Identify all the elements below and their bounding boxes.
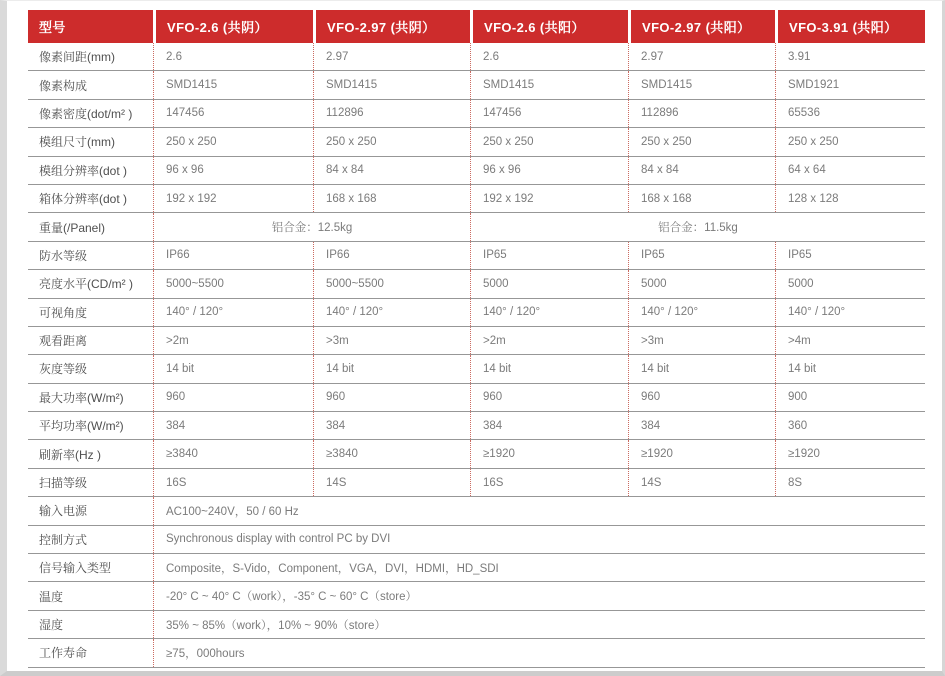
table-row <box>28 582 925 610</box>
spec-value-cell: 8S <box>775 469 925 496</box>
spec-value-cell: 112896 <box>628 100 775 127</box>
spec-value-cell: 192 x 192 <box>153 185 313 212</box>
row-label: 像素间距(mm) <box>39 50 115 65</box>
row-label: 扫描等级 <box>39 476 88 491</box>
table-row <box>28 185 925 213</box>
row-label: 可视角度 <box>39 305 88 320</box>
spec-value-cell: 96 x 96 <box>153 157 313 184</box>
spec-value-cell: >4m <box>775 327 925 354</box>
spec-value-cell: IP65 <box>775 242 925 269</box>
spec-value-cell: 250 x 250 <box>313 128 470 155</box>
spec-value-cell: 14 bit <box>313 355 470 382</box>
spec-value-cell: 96 x 96 <box>470 157 628 184</box>
row-label: 信号输入类型 <box>39 561 112 576</box>
row-label: 重量(/Panel) <box>39 220 106 235</box>
spec-value-cell: SMD1415 <box>313 71 470 98</box>
spec-value-cell: SMD1415 <box>153 71 313 98</box>
row-label: 防水等级 <box>39 248 88 263</box>
row-label: 模组分辨率(dot ) <box>39 163 128 178</box>
spec-value-cell: 5000 <box>775 270 925 297</box>
table-row <box>28 469 925 497</box>
row-label: 灰度等级 <box>39 362 88 377</box>
row-label: 像素密度(dot/m² ) <box>39 106 133 121</box>
spec-value-cell: 900 <box>775 384 925 411</box>
spec-value-cell: 250 x 250 <box>628 128 775 155</box>
table-row <box>28 327 925 355</box>
table-row <box>28 213 925 241</box>
table-row <box>28 639 925 667</box>
spec-value-cell: IP66 <box>313 242 470 269</box>
spec-value-cell: SMD1415 <box>628 71 775 98</box>
spec-value-cell: ≥1920 <box>775 440 925 467</box>
spec-value-cell: SMD1415 <box>470 71 628 98</box>
table-row <box>28 242 925 270</box>
spec-value-cell: ≥75，000hours <box>153 639 925 666</box>
spec-value-cell: >3m <box>313 327 470 354</box>
table-row <box>28 299 925 327</box>
spec-value-cell: 5000 <box>470 270 628 297</box>
row-label: 亮度水平(CD/m² ) <box>39 277 133 292</box>
row-label: 刷新率(Hz ) <box>39 447 101 462</box>
table-row <box>28 384 925 412</box>
table-row <box>28 100 925 128</box>
row-label: 观看距离 <box>39 334 88 349</box>
spec-value-cell: ≥1920 <box>628 440 775 467</box>
table-row <box>28 71 925 99</box>
column-header-vfo-2-6-cathode: VFO-2.6 (共阴） <box>153 10 313 43</box>
spec-value-cell: 2.6 <box>153 43 313 70</box>
spec-value-cell: 2.97 <box>313 43 470 70</box>
table-header-row <box>28 10 925 43</box>
table-row <box>28 157 925 185</box>
row-label: 平均功率(W/m²) <box>39 419 124 434</box>
spec-value-cell: 168 x 168 <box>313 185 470 212</box>
spec-value-cell: 14 bit <box>470 355 628 382</box>
table-row <box>28 526 925 554</box>
spec-value-cell: 960 <box>153 384 313 411</box>
table-row <box>28 611 925 639</box>
column-header-vfo-3-91-anode: VFO-3.91 (共阳） <box>775 10 925 43</box>
spec-value-cell: Composite，S-Vido，Component，VGA，DVI，HDMI，HD_SDI <box>153 554 925 581</box>
spec-value-cell: IP65 <box>628 242 775 269</box>
spec-value-cell: 168 x 168 <box>628 185 775 212</box>
spec-value-cell: 14S <box>628 469 775 496</box>
spec-value-cell: 384 <box>153 412 313 439</box>
spec-value-cell: 5000~5500 <box>153 270 313 297</box>
spec-value-cell: 65536 <box>775 100 925 127</box>
spec-value-cell: 5000 <box>628 270 775 297</box>
spec-value-cell: 2.6 <box>470 43 628 70</box>
spec-value-cell: ≥1920 <box>470 440 628 467</box>
row-label: 模组尺寸(mm) <box>39 135 115 150</box>
row-label: 工作寿命 <box>39 646 88 661</box>
spec-value-cell: 140° / 120° <box>775 299 925 326</box>
table-row <box>28 412 925 440</box>
spec-value-cell: 960 <box>313 384 470 411</box>
spec-value-cell: 140° / 120° <box>628 299 775 326</box>
column-header-vfo-2-6-anode: VFO-2.6 (共阳） <box>470 10 628 43</box>
row-label: 湿度 <box>39 618 64 632</box>
spec-value-cell: -20° C ~ 40° C（work），-35° C ~ 60° C（store） <box>153 582 925 609</box>
column-header-model: 型号 <box>28 10 153 43</box>
spec-value-cell: 16S <box>470 469 628 496</box>
spec-value-cell: >2m <box>153 327 313 354</box>
spec-value-cell: >2m <box>470 327 628 354</box>
spec-value-cell: >3m <box>628 327 775 354</box>
spec-value-cell: 140° / 120° <box>470 299 628 326</box>
spec-value-cell: 140° / 120° <box>153 299 313 326</box>
table-row <box>28 270 925 298</box>
spec-value-cell: 147456 <box>153 100 313 127</box>
row-label: 温度 <box>39 589 64 604</box>
row-label: 输入电源 <box>39 504 88 519</box>
spec-value-cell: Synchronous display with control PC by DVI <box>153 526 925 553</box>
row-label: 最大功率(W/m²) <box>39 390 124 405</box>
table-row <box>28 554 925 582</box>
column-header-vfo-2-97-anode: VFO-2.97 (共阳） <box>628 10 775 43</box>
spec-value-cell: 64 x 64 <box>775 157 925 184</box>
spec-value-cell: IP66 <box>153 242 313 269</box>
spec-value-cell: 384 <box>628 412 775 439</box>
spec-table <box>28 10 925 668</box>
spec-value-cell: 140° / 120° <box>313 299 470 326</box>
row-label: 控制方式 <box>39 532 88 547</box>
spec-value-cell: IP65 <box>470 242 628 269</box>
table-row <box>28 128 925 156</box>
spec-value-cell: 960 <box>470 384 628 411</box>
spec-value-cell: SMD1921 <box>775 71 925 98</box>
spec-value-cell: 112896 <box>313 100 470 127</box>
table-row <box>28 355 925 383</box>
spec-value-cell: 192 x 192 <box>470 185 628 212</box>
spec-value-cell: ≥3840 <box>153 440 313 467</box>
spec-value-cell: 14S <box>313 469 470 496</box>
spec-value-cell: 14 bit <box>628 355 775 382</box>
spec-value-cell: 16S <box>153 469 313 496</box>
spec-value-cell: 3.91 <box>775 43 925 70</box>
spec-value-cell: 384 <box>470 412 628 439</box>
spec-value-cell: 84 x 84 <box>628 157 775 184</box>
spec-value-cell: ≥3840 <box>313 440 470 467</box>
spec-value-cell: 铝合金：12.5kg <box>153 213 470 240</box>
spec-value-cell: 128 x 128 <box>775 185 925 212</box>
spec-value-cell: 147456 <box>470 100 628 127</box>
table-row <box>28 440 925 468</box>
spec-value-cell: 14 bit <box>153 355 313 382</box>
table-body <box>28 43 925 668</box>
spec-value-cell: 250 x 250 <box>153 128 313 155</box>
spec-value-cell: AC100~240V，50 / 60 Hz <box>153 497 925 524</box>
spec-value-cell: 384 <box>313 412 470 439</box>
spec-value-cell: 250 x 250 <box>775 128 925 155</box>
spec-value-cell: 铝合金：11.5kg <box>470 213 925 240</box>
spec-value-cell: 14 bit <box>775 355 925 382</box>
row-label: 像素构成 <box>39 78 88 93</box>
spec-value-cell: 84 x 84 <box>313 157 470 184</box>
column-header-vfo-2-97-cathode: VFO-2.97 (共阴） <box>313 10 470 43</box>
spec-value-cell: 2.97 <box>628 43 775 70</box>
spec-value-cell: 35% ~ 85%（work），10% ~ 90%（store） <box>153 611 925 638</box>
table-row <box>28 497 925 525</box>
table-row <box>28 43 925 71</box>
spec-value-cell: 960 <box>628 384 775 411</box>
row-label: 箱体分辨率(dot ) <box>39 192 128 207</box>
spec-value-cell: 5000~5500 <box>313 270 470 297</box>
spec-value-cell: 360 <box>775 412 925 439</box>
spec-value-cell: 250 x 250 <box>470 128 628 155</box>
